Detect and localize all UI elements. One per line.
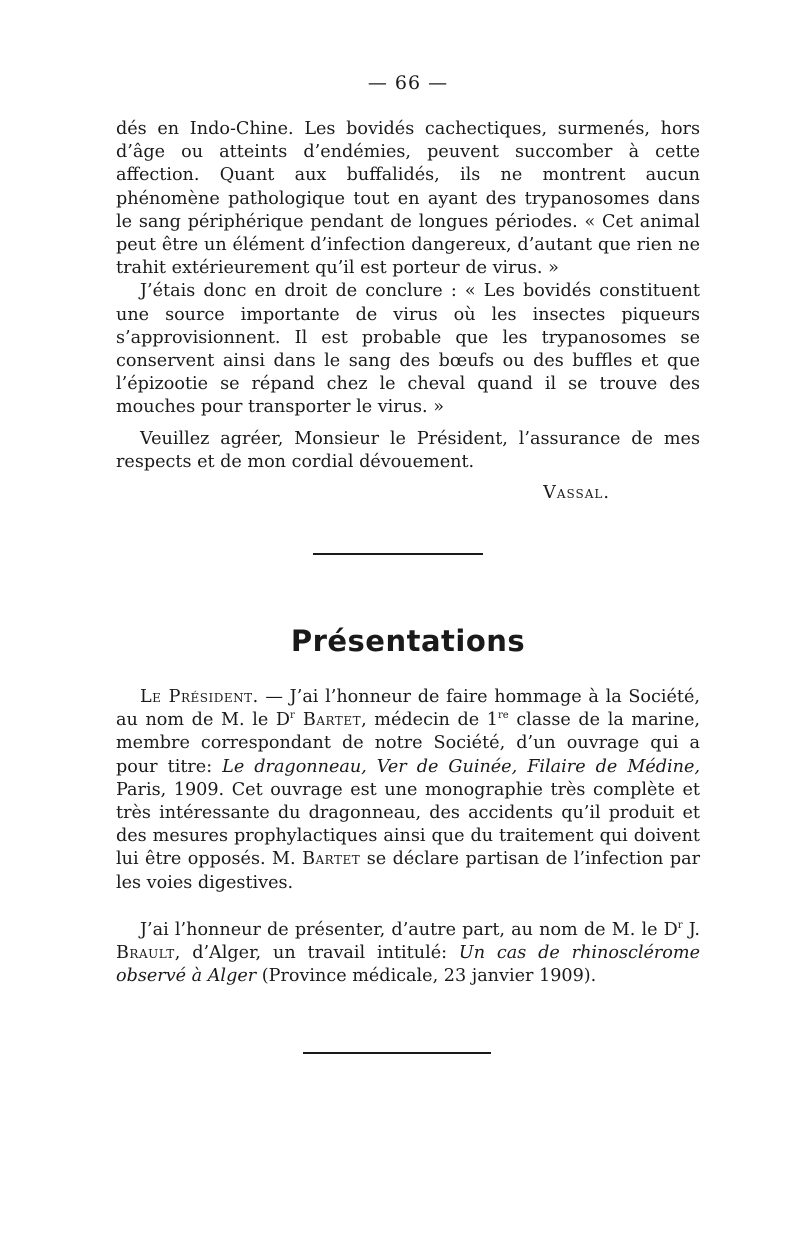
page-number: — 66 — bbox=[367, 72, 449, 94]
signature: Vassal. bbox=[543, 483, 610, 503]
text-run: Paris, 1909. Cet ouvrage est une monographie très complète et très intéressante du dragonneau, des accidents qu’il produit et des mesures prophylactiques ainsi que du traitement qui doivent lui être opposés. M. bbox=[116, 779, 700, 870]
section-title: Présentations bbox=[290, 624, 526, 658]
text-run: classe de la marine, membre correspondant de notre Société, d’un ouvrage qui a pour titre: bbox=[116, 710, 700, 777]
letter-continuation bbox=[116, 118, 700, 474]
letter-paragraph-3: Veuillez agréer, Monsieur le Président, l’assurance de mes respects et de mon cordial dévouement. bbox=[116, 428, 700, 472]
superscript: r bbox=[677, 919, 683, 931]
person-name: Bartet bbox=[302, 849, 361, 870]
person-name: Bartet bbox=[294, 710, 362, 731]
text-run: — J’ai l’honneur de faire hommage à la Société, au nom de M. le D bbox=[116, 687, 700, 731]
section-divider-bottom bbox=[303, 1052, 491, 1054]
work-title: Un cas de rhinosclérome observé à Alger bbox=[116, 943, 700, 987]
text-run: , médecin de 1 bbox=[361, 710, 498, 731]
section-divider-top bbox=[313, 553, 483, 555]
presentation-paragraph-1 bbox=[116, 686, 700, 895]
text-run: J’ai l’honneur de présenter, d’autre part, au nom de M. le D bbox=[140, 919, 678, 940]
superscript: r bbox=[289, 710, 295, 722]
text-run: se déclare partisan de l’infection par les voies digestives. bbox=[116, 849, 700, 893]
speaker-label: Le Président. bbox=[140, 687, 259, 707]
text-run: , d’Alger, un travail intitulé: bbox=[174, 943, 459, 964]
person-name: Brault bbox=[116, 943, 175, 964]
superscript: re bbox=[498, 710, 509, 722]
letter-paragraph-1: dés en Indo-Chine. Les bovidés cachectiques, surmenés, hors d’âge ou atteints d’endémies, peuvent succomber à cette affection. Quant aux buffalidés, ils ne montrent aucun phénomène pathologique tout en ayant des trypanosomes dans le sang périphérique pendant de longues périodes. « Cet animal peut être un élément d’infection dangereux, d’autant que rien ne trahit extérieurement qu’il est porteur de virus. » bbox=[116, 119, 700, 279]
letter-paragraph-2: J’étais donc en droit de conclure : « Les bovidés constituent une source importante de virus où les insectes piqueurs s’approvisionnent. Il est probable que les trypanosomes se conservent ainsi dans le sang des bœufs ou des buffles et que l’épizootie se répand chez le cheval quand il se trouve des mouches pour transporter le virus. » bbox=[116, 281, 700, 418]
text-run: (Province médicale, 23 janvier 1909). bbox=[256, 966, 597, 987]
work-title: Le dragonneau, Ver de Guinée, Filaire de Médine, bbox=[222, 756, 700, 777]
text-run: J. bbox=[682, 919, 700, 940]
presentation-paragraph-2 bbox=[116, 919, 700, 989]
presentations-body bbox=[116, 686, 700, 988]
